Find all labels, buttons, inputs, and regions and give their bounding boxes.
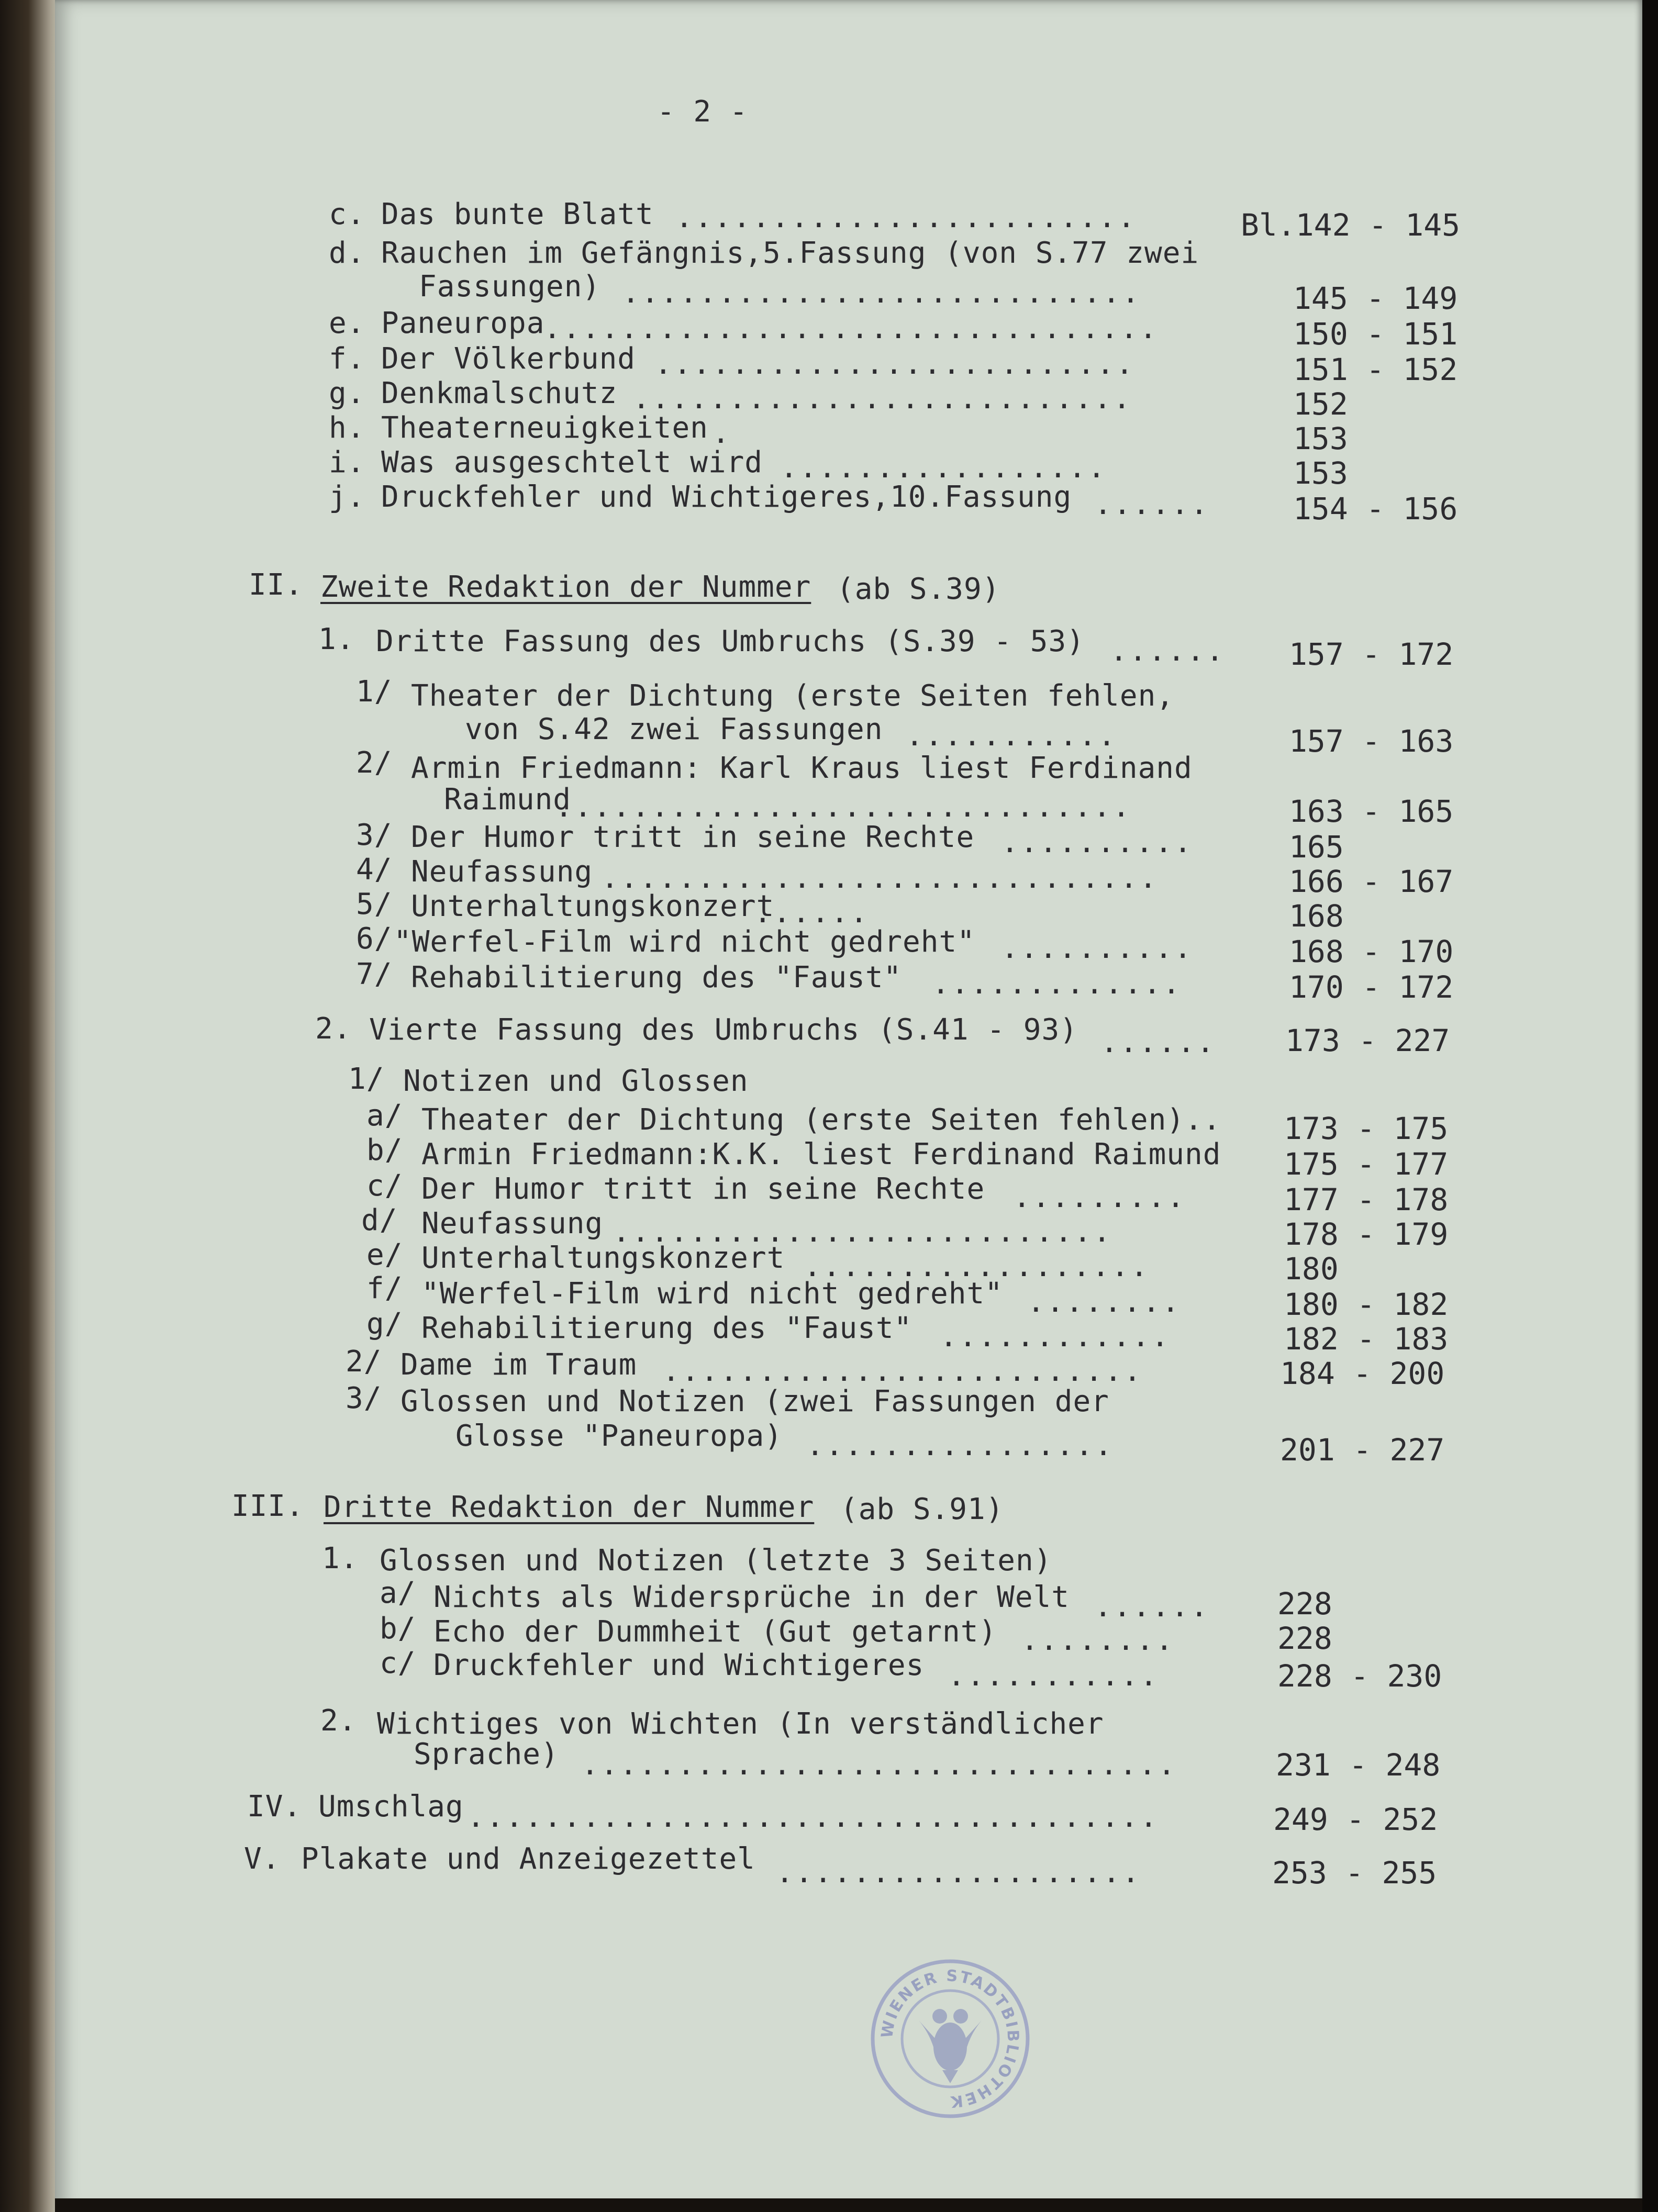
entry-i-title: Was ausgeschtelt wird	[381, 445, 763, 479]
sub2-g-marker: g/	[366, 1307, 403, 1341]
dot-leader: ..........................	[613, 1215, 1112, 1249]
part3-item1-title: Glossen und Notizen (letzte 3 Seiten)	[380, 1544, 1052, 1578]
sub1-2-line2: Raimund	[444, 783, 572, 817]
eagle-emblem-icon	[919, 2009, 982, 2083]
sub2-a-title: Theater der Dichtung (erste Seiten fehlen)..	[421, 1103, 1221, 1137]
sub2-g-pages: 182 - 183	[1284, 1321, 1449, 1357]
part3-sub-c-pages: 228 - 230	[1277, 1658, 1442, 1694]
sub2-e-title: Unterhaltungskonzert	[421, 1241, 785, 1275]
entry-d-marker: d.	[329, 236, 365, 270]
part5-numeral: V.	[244, 1842, 281, 1876]
sub1-3-pages: 165	[1289, 829, 1344, 865]
dame-pages: 184 - 200	[1280, 1356, 1445, 1391]
entry-f-title: Der Völkerbund	[381, 342, 636, 376]
sub1-6-marker: 6/	[356, 922, 393, 956]
part3-heading-note: (ab S.91)	[840, 1492, 1004, 1526]
dot-leader: .............................	[601, 861, 1159, 895]
sub1-6-pages: 168 - 170	[1289, 934, 1454, 969]
part2-item2-pages: 173 - 227	[1285, 1023, 1450, 1058]
part3-sub-b-title: Echo der Dummheit (Gut getarnt)	[433, 1615, 997, 1649]
sub2-d-marker: d/	[361, 1203, 398, 1237]
dot-leader: ............	[940, 1320, 1171, 1354]
sub1-4-pages: 166 - 167	[1289, 864, 1454, 899]
glossen-line1: Glossen und Notizen (zwei Fassungen der	[400, 1384, 1109, 1418]
sub2-d-title: Neufassung	[421, 1206, 604, 1241]
dot-leader: ..........	[1001, 825, 1194, 859]
book-spine	[0, 0, 63, 2212]
sub1-3-title: Der Humor tritt in seine Rechte	[411, 820, 975, 854]
dot-leader: ..........................	[632, 382, 1132, 416]
entry-c-marker: c.	[329, 197, 365, 231]
dot-leader: ..................	[804, 1249, 1150, 1283]
entry-c-pages: Bl.142 - 145	[1241, 207, 1461, 243]
dot-leader: .............	[932, 967, 1182, 1001]
dot-leader: .................	[780, 451, 1107, 485]
sub1-7-title: Rehabilitierung des "Faust"	[411, 960, 902, 995]
scan-edge	[1642, 0, 1658, 2212]
library-stamp	[869, 1958, 1031, 2120]
entry-c-title: Das bunte Blatt	[381, 197, 654, 231]
entry-f-marker: f.	[329, 342, 365, 376]
entry-e-marker: e.	[329, 306, 365, 340]
entry-f-pages: 151 - 152	[1293, 352, 1458, 387]
sub1-5-title: Unterhaltungskonzert	[411, 889, 775, 923]
part2-item2-title: Vierte Fassung des Umbruchs (S.41 - 93)	[369, 1013, 1078, 1047]
part3-sub-c-title: Druckfehler und Wichtigeres	[433, 1648, 925, 1682]
part3-item2-marker: 2.	[320, 1704, 357, 1738]
part3-heading: Dritte Redaktion der Nummer	[324, 1490, 815, 1524]
sub2-a-pages: 173 - 175	[1284, 1111, 1449, 1146]
sub1-6-title: "Werfel-Film wird nicht gedreht"	[394, 925, 975, 959]
part5-pages: 253 - 255	[1272, 1855, 1437, 1891]
part4-numeral: IV.	[247, 1790, 302, 1824]
part2-heading: Zweite Redaktion der Nummer	[320, 570, 811, 604]
part2-heading-note: (ab S.39)	[837, 572, 1000, 606]
sub1-7-marker: 7/	[356, 957, 393, 991]
dot-leader: ......	[1094, 487, 1210, 521]
sub2-f-marker: f/	[366, 1271, 403, 1305]
entry-j-pages: 154 - 156	[1293, 491, 1458, 527]
sub2-a-marker: a/	[366, 1099, 403, 1133]
sub2-g-title: Rehabilitierung des "Faust"	[421, 1311, 913, 1345]
page-number: - 2 -	[657, 95, 748, 129]
entry-e-pages: 150 - 151	[1293, 316, 1458, 352]
dot-leader: ...................	[776, 1856, 1141, 1890]
dot-leader: ...............................	[581, 1748, 1177, 1782]
dot-leader: ................................	[543, 311, 1159, 345]
entry-j-marker: j.	[329, 480, 365, 514]
sub2-c-marker: c/	[366, 1169, 403, 1203]
part3-item1-marker: 1.	[322, 1541, 359, 1576]
entry-h-pages: 153	[1293, 421, 1348, 456]
dot-leader: ....................................	[467, 1800, 1159, 1834]
dot-leader: ..............................	[555, 790, 1132, 824]
part4-pages: 249 - 252	[1273, 1802, 1438, 1837]
dot-leader: ...........................	[622, 276, 1141, 310]
entry-h-marker: h.	[329, 411, 365, 445]
dot-leader: ...........	[906, 719, 1117, 753]
sub1-3-marker: 3/	[356, 818, 393, 852]
part2-item1-marker: 1.	[318, 622, 355, 656]
sub1-1-pages: 157 - 163	[1289, 723, 1454, 759]
part3-sub-b-pages: 228	[1277, 1621, 1332, 1656]
part3-sub-a-marker: a/	[380, 1576, 416, 1610]
entry-g-title: Denkmalschutz	[381, 376, 618, 410]
part4-title: Umschlag	[318, 1790, 464, 1824]
dot-leader: ......	[1094, 1590, 1210, 1624]
part2-numeral: II.	[249, 568, 304, 602]
sub1-4-marker: 4/	[356, 853, 393, 887]
dot-leader: ......	[1100, 1025, 1216, 1059]
part3-item2-line1: Wichtiges von Wichten (In verständlicher	[377, 1707, 1104, 1741]
dot-leader: .	[712, 416, 731, 450]
glossen-pages: 201 - 227	[1280, 1432, 1445, 1468]
dot-leader: ........................	[675, 200, 1137, 234]
entry-j-title: Druckfehler und Wichtigeres,10.Fassung	[381, 480, 1072, 514]
glossen-line2: Glosse "Paneuropa)	[455, 1419, 783, 1453]
sub1-2-pages: 163 - 165	[1289, 794, 1454, 829]
part3-sub-b-marker: b/	[380, 1612, 416, 1646]
part3-item2-pages: 231 - 248	[1276, 1747, 1441, 1783]
entry-d-title-line2: Fassungen)	[419, 270, 601, 304]
stamp-text: WIENER STADTBIBLIOTHEK	[877, 1967, 1022, 2111]
sub2-e-marker: e/	[366, 1238, 403, 1272]
dot-leader: ...........	[948, 1659, 1159, 1693]
part3-sub-a-pages: 228	[1277, 1586, 1332, 1622]
scan-bottom-edge	[55, 2198, 1642, 2212]
dot-leader: ........	[1021, 1623, 1175, 1657]
dame-marker: 2/	[346, 1345, 382, 1379]
entry-e-title: Paneuropa	[381, 306, 545, 340]
sub2-b-pages: 175 - 177	[1284, 1146, 1449, 1182]
dot-leader: .........................	[654, 347, 1135, 381]
part5-title: Plakate und Anzeigezettel	[301, 1842, 755, 1876]
sub2-e-pages: 180	[1284, 1251, 1339, 1287]
sub1-2-line1: Armin Friedmann: Karl Kraus liest Ferdinand	[411, 751, 1193, 785]
part3-numeral: III.	[231, 1489, 304, 1523]
entry-h-title: Theaterneuigkeiten	[381, 411, 708, 445]
sub1-5-marker: 5/	[356, 887, 393, 921]
dot-leader: ..........	[1001, 931, 1194, 965]
sub2-d-pages: 178 - 179	[1284, 1216, 1449, 1252]
notizen-marker: 1/	[348, 1062, 385, 1096]
entry-d-title-line1: Rauchen im Gefängnis,5.Fassung (von S.77 zwei	[381, 236, 1199, 270]
part2-item1-pages: 157 - 172	[1289, 636, 1454, 672]
glossen-marker: 3/	[346, 1381, 382, 1415]
dot-leader: ......	[1110, 634, 1226, 668]
dot-leader: ........	[1027, 1285, 1181, 1319]
notizen-title: Notizen und Glossen	[403, 1064, 749, 1098]
sub1-4-title: Neufassung	[411, 855, 593, 889]
dame-title: Dame im Traum	[400, 1348, 637, 1382]
part2-item1-title: Dritte Fassung des Umbruchs (S.39 - 53)	[376, 624, 1085, 658]
sub1-1-marker: 1/	[356, 675, 393, 709]
entry-i-marker: i.	[329, 445, 365, 479]
sub1-1-line1: Theater der Dichtung (erste Seiten fehlen,	[411, 679, 1175, 713]
sub2-f-title: "Werfel-Film wird nicht gedreht"	[421, 1277, 1003, 1311]
sub1-7-pages: 170 - 172	[1289, 969, 1454, 1005]
dot-leader: .........................	[662, 1354, 1143, 1388]
part3-sub-a-title: Nichts als Widersprüche in der Welt	[433, 1580, 1070, 1614]
part2-item2-marker: 2.	[315, 1012, 352, 1046]
sub1-1-line2: von S.42 zwei Fassungen	[465, 712, 883, 746]
sub2-c-pages: 177 - 178	[1284, 1182, 1449, 1217]
sub2-f-pages: 180 - 182	[1284, 1287, 1449, 1322]
sub1-5-pages: 168	[1289, 898, 1344, 934]
entry-d-pages: 145 - 149	[1293, 281, 1458, 316]
sub2-b-marker: b/	[366, 1133, 403, 1167]
part3-item2-line2: Sprache)	[414, 1737, 559, 1771]
sub2-c-title: Der Humor tritt in seine Rechte	[421, 1172, 985, 1206]
dot-leader: ......	[754, 896, 870, 930]
sub1-2-marker: 2/	[356, 746, 393, 780]
entry-i-pages: 153	[1293, 455, 1348, 491]
dot-leader: .........	[1013, 1180, 1186, 1214]
entry-g-pages: 152	[1293, 386, 1348, 422]
part3-sub-c-marker: c/	[380, 1646, 416, 1680]
entry-g-marker: g.	[329, 376, 365, 410]
sub2-b-title: Armin Friedmann:K.K. liest Ferdinand Raimund	[421, 1137, 1221, 1171]
dot-leader: ................	[806, 1428, 1114, 1462]
